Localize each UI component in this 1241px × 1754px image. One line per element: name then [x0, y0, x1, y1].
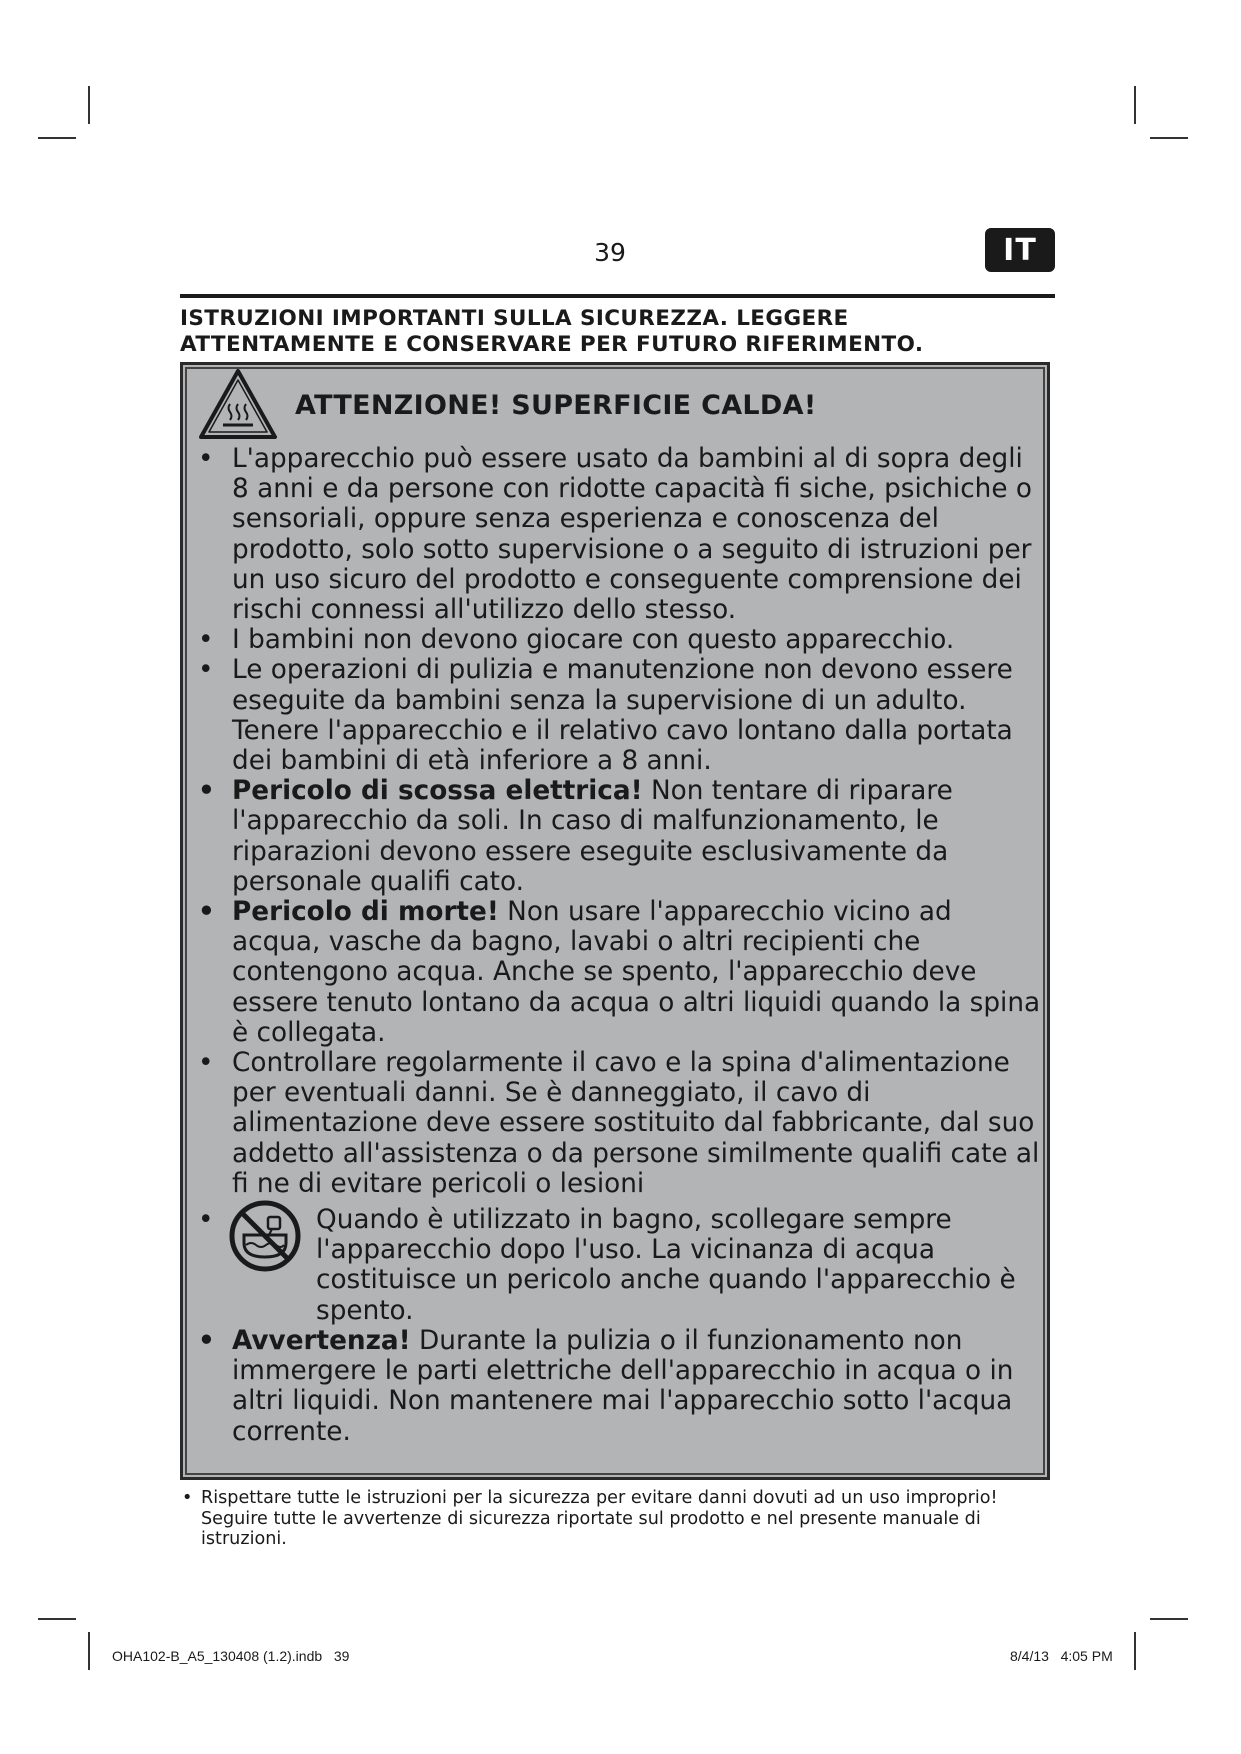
heading-line: ATTENTAMENTE E CONSERVARE PER FUTURO RIFERIMENTO.: [180, 332, 924, 357]
bullet: •: [182, 1488, 193, 1508]
list-item: [196, 625, 1046, 655]
no-bath-icon: [228, 1199, 302, 1273]
list-item: [196, 655, 1046, 776]
bullet: •: [198, 776, 215, 807]
bullet: •: [198, 625, 214, 656]
bullet: •: [198, 897, 215, 928]
item-text: I bambini non devono giocare con questo apparecchio.: [232, 625, 955, 656]
item-text: Non tentare di riparare l'apparecchio da soli. In caso di malfunzionamento, le riparazioni devono essere eseguite esclusivamente da personale qualifi cato.: [232, 776, 953, 897]
list-item: [196, 897, 1046, 1048]
item-text: Non usare l'apparecchio vicino ad acqua, vasche da bagno, lavabi o altri recipienti che contengono acqua. Anche se spento, l'apparecchio deve essere tenuto lontano da acqua o altri liquidi quando la spina è collegata.: [232, 897, 1041, 1048]
warning-list: [196, 444, 1046, 1447]
list-item: [196, 1048, 1046, 1199]
header-rule: [180, 294, 1055, 298]
page-number: 39: [594, 238, 626, 267]
footnote: [180, 1488, 1040, 1550]
crop-mark: [1150, 1618, 1188, 1620]
crop-mark: [38, 1618, 76, 1620]
note-text: Rispettare tutte le istruzioni per la sicurezza per evitare danni dovuti ad un uso improprio! Seguire tutte le avvertenze di sicurezza riportate sul prodotto e nel presente manuale di istruzioni.: [201, 1488, 998, 1549]
bullet: •: [198, 1325, 215, 1356]
item-bold: Pericolo di morte!: [232, 897, 499, 928]
item-bold: Pericolo di scossa elettrica!: [232, 776, 643, 807]
bullet: •: [198, 1205, 214, 1236]
item-text: Quando è utilizzato in bagno, scollegare sempre l'apparecchio dopo l'uso. La vicinanza di acqua costituisce un pericolo anche quando l'apparecchio è spento.: [316, 1205, 1016, 1326]
list-item: [196, 1205, 1046, 1326]
warning-title: ATTENZIONE! SUPERFICIE CALDA!: [295, 390, 817, 421]
crop-mark: [1134, 86, 1136, 124]
language-badge: IT: [985, 228, 1055, 272]
print-timestamp: 8/4/13 4:05 PM: [1010, 1648, 1113, 1664]
bullet: •: [198, 655, 214, 686]
list-item: [196, 776, 1046, 897]
list-item: [196, 444, 1046, 625]
heading-line: ISTRUZIONI IMPORTANTI SULLA SICUREZZA. LEGGERE: [180, 306, 849, 331]
crop-mark: [88, 86, 90, 124]
item-text: Durante la pulizia o il funzionamento non immergere le parti elettriche dell'apparecchio in acqua o in altri liquidi. Non mantenere mai l'apparecchio sotto l'acqua corrente.: [232, 1325, 1014, 1447]
item-bold: Avvertenza!: [232, 1325, 411, 1356]
safety-heading: [180, 306, 1060, 358]
list-item: [196, 1326, 1046, 1447]
list-item: [180, 1488, 1040, 1550]
bullet: •: [198, 444, 214, 474]
item-text: Controllare regolarmente il cavo e la spina d'alimentazione per eventuali danni. Se è danneggiato, il cavo di alimentazione deve essere sostituito dal fabbricante, dal suo addetto all'assistenza o da persone similmente qualifi cate al fi ne di evitare pericoli o lesioni: [232, 1048, 1040, 1199]
item-text: L'apparecchio può essere usato da bambini al di sopra degli 8 anni e da persone con ridotte capacità fi siche, psichiche o sensoriali, oppure senza esperienza e conoscenza del prodotto, solo sotto supervisione o a seguito di istruzioni per un uso sicuro del prodotto e conseguente comprensione dei rischi connessi all'utilizzo dello stesso.: [232, 444, 1032, 626]
crop-mark: [1150, 137, 1188, 139]
item-text: Le operazioni di pulizia e manutenzione non devono essere eseguite da bambini senza la supervisione di un adulto. Tenere l'apparecchio e il relativo cavo lontano dalla portata dei bambini di età inferiore a 8 anni.: [232, 655, 1013, 777]
print-slug: OHA102-B_A5_130408 (1.2).indb 39: [112, 1648, 350, 1664]
crop-mark: [1134, 1632, 1136, 1670]
crop-mark: [38, 137, 76, 139]
hot-surface-icon: [196, 366, 280, 442]
bullet: •: [198, 1048, 214, 1079]
crop-mark: [88, 1632, 90, 1670]
